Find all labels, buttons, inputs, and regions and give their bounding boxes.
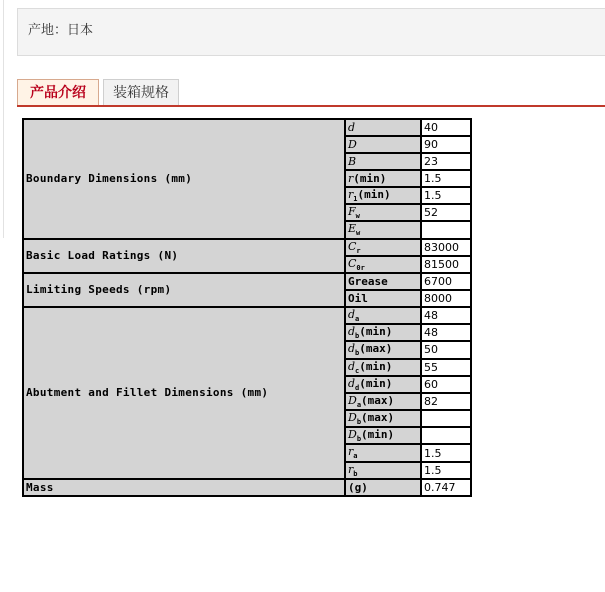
sym-ra: $r_a$: [345, 444, 421, 461]
sym-mass: (g): [345, 479, 421, 496]
value-r: 1.5: [421, 170, 471, 187]
value-da: 48: [421, 307, 471, 324]
section-mass: Mass: [23, 479, 345, 496]
value-dbmax: 50: [421, 341, 471, 358]
section-speed: Limiting Speeds (rpm): [23, 273, 345, 307]
sym-dbmax: $d_b(\max)$: [345, 341, 421, 358]
tab-product-intro[interactable]: 产品介绍: [17, 79, 99, 106]
value-D: 90: [421, 136, 471, 153]
sym-Dbmin: $D_b(\min)$: [345, 427, 421, 444]
tab-packing-spec[interactable]: 装箱规格: [103, 79, 179, 106]
value-dcmin: 55: [421, 359, 471, 376]
value-Fw: 52: [421, 204, 471, 221]
section-load: Basic Load Ratings (N): [23, 239, 345, 273]
tab-underline: [17, 105, 605, 107]
value-Damax: 82: [421, 393, 471, 410]
sym-oil: Oil: [345, 290, 421, 307]
sym-rb: $r_b$: [345, 462, 421, 479]
table-row: [23, 119, 471, 136]
sym-D: D: [345, 136, 421, 153]
value-mass: 0.747: [421, 479, 471, 496]
sym-r: r(min): [345, 170, 421, 187]
value-Cr: 83000: [421, 239, 471, 256]
value-oil: 8000: [421, 290, 471, 307]
origin-panel: [17, 8, 605, 56]
value-dbmin: 48: [421, 324, 471, 341]
sym-C0r: $C_{0r}$: [345, 256, 421, 273]
sym-r1: $r_1(\min)$: [345, 187, 421, 204]
sym-B: B: [345, 153, 421, 170]
tab-bar: [17, 79, 605, 107]
value-C0r: 81500: [421, 256, 471, 273]
value-grease: 6700: [421, 273, 471, 290]
sym-Fw: $F_w$: [345, 204, 421, 221]
value-Dbmin: [421, 427, 471, 444]
sym-Dbmax: $D_b(\max)$: [345, 410, 421, 427]
watermark: shop1486208...com: [326, 561, 464, 576]
table-row: [23, 239, 471, 256]
table-row: [23, 479, 471, 496]
section-boundary: Boundary Dimensions (mm): [23, 119, 345, 239]
section-abutment: Abutment and Fillet Dimensions (mm): [23, 307, 345, 479]
table-row: [23, 307, 471, 324]
origin-text: [28, 19, 93, 38]
value-ddmin: 60: [421, 376, 471, 393]
value-Dbmax: [421, 410, 471, 427]
sym-dcmin: $d_c(\min)$: [345, 359, 421, 376]
value-r1: 1.5: [421, 187, 471, 204]
sym-Ew: $E_w$: [345, 221, 421, 238]
value-d: 40: [421, 119, 471, 136]
sym-grease: Grease: [345, 273, 421, 290]
value-Ew: [421, 221, 471, 238]
sym-da: $d_a$: [345, 307, 421, 324]
value-B: 23: [421, 153, 471, 170]
value-ra: 1.5: [421, 444, 471, 461]
sym-d: d: [345, 119, 421, 136]
spec-table: [22, 118, 472, 497]
left-divider: [0, 0, 4, 238]
table-row: [23, 273, 471, 290]
sym-dbmin: $d_b(\min)$: [345, 324, 421, 341]
origin-label: 产地：: [28, 23, 68, 38]
sym-ddmin: $d_d(\min)$: [345, 376, 421, 393]
value-rb: 1.5: [421, 462, 471, 479]
origin-value: 日本: [67, 23, 94, 38]
sym-Cr: $C_r$: [345, 239, 421, 256]
sym-Damax: $D_a(\max)$: [345, 393, 421, 410]
